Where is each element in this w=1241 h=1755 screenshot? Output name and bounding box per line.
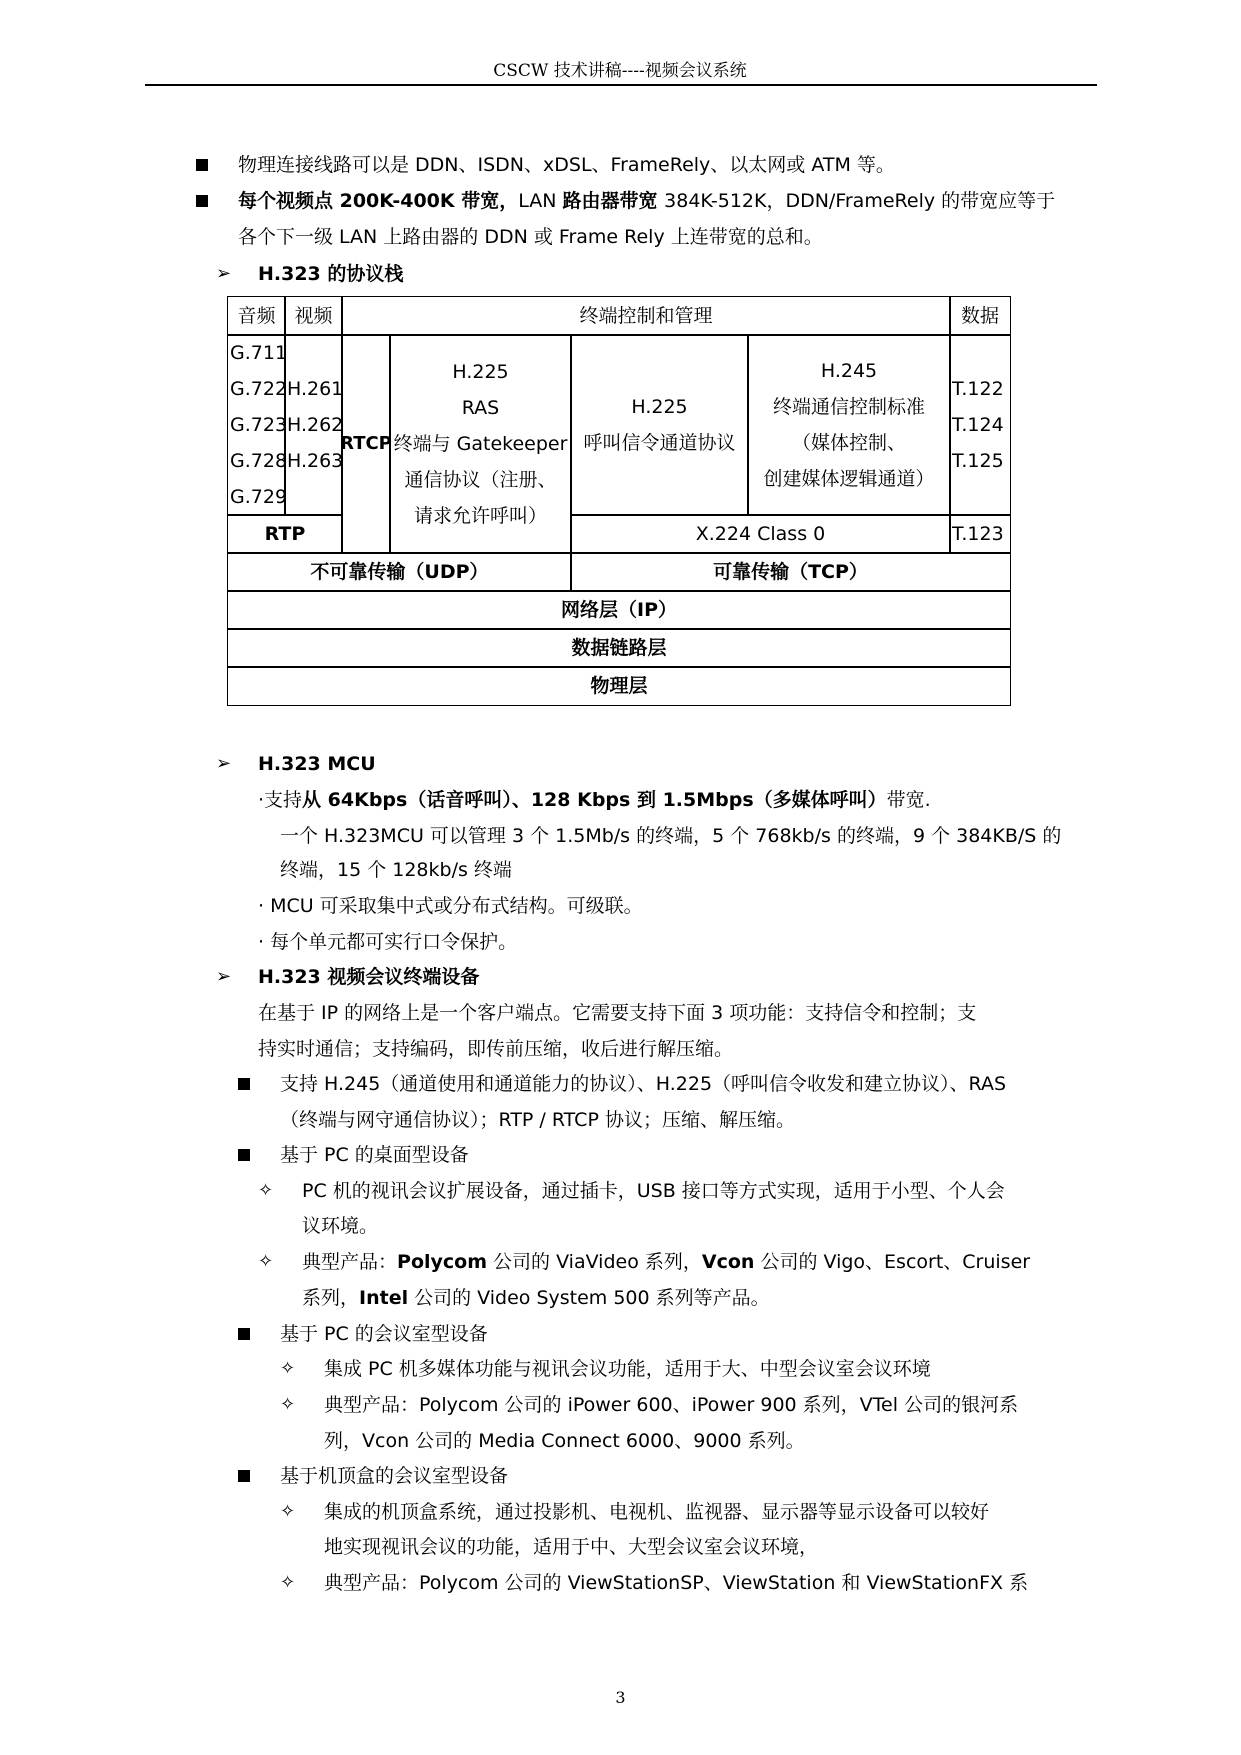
audio-codec: G.722: [230, 378, 288, 400]
diamond-bullet-icon: ✧: [258, 1251, 274, 1272]
network-layer-cell: 网络层（IP）: [227, 590, 1011, 630]
h245-line: H.245: [820, 360, 878, 382]
header-rule: [145, 84, 1097, 86]
terminal-bullet1-line1: 支持 H.245（通道使用和通道能力的协议）、H.225（呼叫信令收发和建立协议）、RAS: [280, 1073, 1007, 1095]
header-video: 视频: [284, 296, 343, 336]
ras-line: 请求允许呼叫）: [413, 505, 547, 527]
room-pc-device-line: 集成 PC 机多媒体功能与视讯会议功能，适用于大、中型会议室会议环境: [324, 1358, 931, 1380]
header-control: 终端控制和管理: [341, 296, 951, 336]
terminal-bullet1-line2: （终端与网守通信协议）；RTP / RTCP 协议；压缩、解压缩。: [280, 1109, 795, 1131]
audio-codec: G.723: [230, 414, 288, 436]
terminal-bullet2: 基于 PC 的桌面型设备: [280, 1144, 469, 1166]
ras-line: 终端与 Gatekeeper: [393, 433, 568, 455]
audio-codec: G.729: [230, 486, 288, 508]
header-data: 数据: [949, 296, 1011, 336]
square-bullet-icon: [238, 1078, 250, 1090]
section-title-protocol-stack: H.323 的协议栈: [258, 263, 404, 285]
h225-line: 呼叫信令通道协议: [583, 432, 736, 454]
mcu-bandwidth-line: ·支持从 64Kbps（话音呼叫）、128 Kbps 到 1.5Mbps（多媒体呼叫）带宽.: [258, 789, 931, 811]
bullet-connection-lines: 物理连接线路可以是 DDN、ISDN、xDSL、FrameRely、以太网或 ATM 等。: [238, 154, 895, 176]
square-bullet-icon: [196, 195, 208, 207]
square-bullet-icon: [238, 1149, 250, 1161]
settop-products-line: 典型产品：Polycom 公司的 ViewStationSP、ViewStation 和 ViewStationFX 系: [324, 1572, 1029, 1594]
diamond-bullet-icon: ✧: [280, 1501, 296, 1522]
t-series-cell: [949, 334, 1011, 516]
mcu-capacity-line2: 终端，15 个 128kb/s 终端: [280, 859, 512, 881]
diamond-bullet-icon: ✧: [258, 1180, 274, 1201]
ras-cell: [389, 334, 572, 554]
section-title-terminal: H.323 视频会议终端设备: [258, 966, 480, 988]
room-pc-products-line1: 典型产品：Polycom 公司的 iPower 600、iPower 900 系列，VTel 公司的银河系: [324, 1394, 1019, 1416]
desktop-products-line1: 典型产品：Polycom 公司的 ViaVideo 系列，Vcon 公司的 Vigo、Escort、Cruiser: [302, 1251, 1031, 1273]
bullet-bandwidth-line1: 每个视频点 200K-400K 带宽，LAN 路由器带宽 384K-512K，DDN/FrameRely 的带宽应等于: [238, 190, 1056, 212]
video-codec-cell: [284, 334, 343, 516]
desktop-device-line2: 议环境。: [302, 1215, 379, 1237]
desktop-products-line2: 系列，Intel 公司的 Video System 500 系列等产品。: [302, 1287, 770, 1309]
ras-line: H.225: [452, 361, 509, 383]
h245-line: 创建媒体逻辑通道）: [763, 468, 935, 490]
diamond-bullet-icon: ✧: [280, 1572, 296, 1593]
arrow-bullet-icon: ➢: [216, 263, 232, 284]
arrow-bullet-icon: ➢: [216, 753, 232, 774]
ras-line: RAS: [461, 397, 500, 419]
mcu-password-line: · 每个单元都可实行口令保护。: [258, 931, 518, 953]
header-audio: 音频: [227, 296, 286, 336]
settop-device-line1: 集成的机顶盒系统，通过投影机、电视机、监视器、显示器等显示设备可以较好: [324, 1501, 990, 1523]
h245-line: 终端通信控制标准: [772, 396, 925, 418]
t-code: T.125: [952, 450, 1004, 472]
terminal-intro-line2: 持实时通信；支持编码，即传前压缩，收后进行解压缩。: [258, 1038, 734, 1060]
rtcp-cell: RTCP: [341, 334, 391, 554]
page-number: 3: [615, 1688, 626, 1707]
h245-line: （媒体控制、: [791, 432, 906, 454]
diamond-bullet-icon: ✧: [280, 1394, 296, 1415]
terminal-bullet3: 基于 PC 的会议室型设备: [280, 1323, 488, 1345]
video-codec: H.262: [287, 414, 344, 436]
mcu-structure-line: · MCU 可采取集中式或分布式结构。可级联。: [258, 895, 643, 917]
ras-line: 通信协议（注册、: [404, 469, 557, 491]
page-header: CSCW 技术讲稿----视频会议系统: [493, 61, 747, 81]
t-code: T.124: [952, 414, 1004, 436]
protocol-stack-table: [227, 296, 1011, 710]
h225-line: H.225: [631, 396, 688, 418]
audio-codec-cell: [227, 334, 286, 516]
diamond-bullet-icon: ✧: [280, 1358, 296, 1379]
tcp-cell: 可靠传输（TCP）: [570, 552, 1011, 592]
room-pc-products-line2: 列，Vcon 公司的 Media Connect 6000、9000 系列。: [324, 1430, 805, 1452]
h245-cell: [747, 334, 951, 516]
desktop-device-line1: PC 机的视讯会议扩展设备，通过插卡，USB 接口等方式实现，适用于小型、个人会: [302, 1180, 1005, 1202]
square-bullet-icon: [238, 1328, 250, 1340]
square-bullet-icon: [238, 1470, 250, 1482]
video-codec: H.261: [287, 378, 344, 400]
section-title-mcu: H.323 MCU: [258, 753, 376, 775]
h225-call-signaling-cell: [570, 334, 749, 516]
physical-layer-cell: 物理层: [227, 666, 1011, 706]
bullet-bandwidth-line2: 各个下一级 LAN 上路由器的 DDN 或 Frame Rely 上连带宽的总和。: [238, 226, 823, 248]
video-codec: H.263: [287, 450, 344, 472]
settop-device-line2: 地实现视讯会议的功能，适用于中、大型会议室会议环境，: [324, 1536, 819, 1558]
terminal-bullet4: 基于机顶盒的会议室型设备: [280, 1465, 509, 1487]
arrow-bullet-icon: ➢: [216, 966, 232, 987]
udp-cell: 不可靠传输（UDP）: [227, 552, 572, 592]
square-bullet-icon: [196, 159, 208, 171]
audio-codec: G.711: [230, 342, 288, 364]
x224-cell: X.224 Class 0: [570, 514, 951, 554]
t-code: T.122: [952, 378, 1004, 400]
audio-codec: G.728: [230, 450, 288, 472]
datalink-layer-cell: 数据链路层: [227, 628, 1011, 668]
rtp-cell: RTP: [227, 514, 343, 554]
terminal-intro-line1: 在基于 IP 的网络上是一个客户端点。它需要支持下面 3 项功能：支持信令和控制；支: [258, 1002, 977, 1024]
mcu-capacity-line1: 一个 H.323MCU 可以管理 3 个 1.5Mb/s 的终端，5 个 768kb/s 的终端，9 个 384KB/S 的: [280, 825, 1062, 847]
t123-cell: T.123: [949, 514, 1011, 554]
